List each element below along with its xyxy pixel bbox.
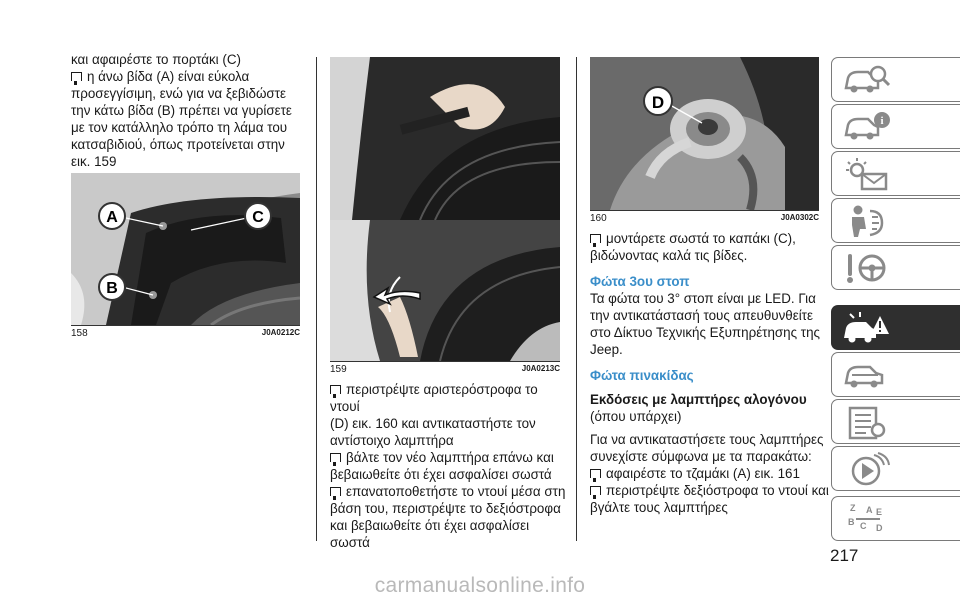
bullet-icon <box>330 385 341 394</box>
text-line: με τον κατάλληλο τρόπο τη λάμα του <box>71 120 288 135</box>
figure-160-image <box>590 57 819 210</box>
figure-number: 158 <box>71 328 88 339</box>
figure-159-image <box>330 57 560 361</box>
car-emergency-icon <box>842 310 892 346</box>
text-line: (όπου υπάρχει) <box>590 409 682 424</box>
column-3-text <box>590 230 830 516</box>
tab-servicing[interactable] <box>831 352 960 397</box>
text-line: και βεβαιωθείτε ότι έχει ασφαλίσει <box>330 518 530 533</box>
bullet-item: αφαιρέστε το τζαμάκι (A) εικ. 161 <box>590 465 830 482</box>
svg-text:D: D <box>651 93 665 112</box>
bullet-item: περιστρέψτε δεξιόστροφα το ντουί και <box>590 482 830 499</box>
figure-code: J0A0302C <box>780 213 819 222</box>
text-line: βεβαιωθείτε ότι έχει ασφαλίσει σωστά <box>330 467 552 482</box>
bullet-item: η άνω βίδα (A) είναι εύκολα <box>71 68 311 85</box>
car-info-icon <box>842 109 892 145</box>
bullet-icon <box>590 469 601 478</box>
column-1-text <box>71 51 311 170</box>
bullet-icon <box>590 486 601 495</box>
column-divider <box>576 57 577 541</box>
bullet-item: επανατοποθετήστε το ντουί μέσα στη <box>330 483 570 500</box>
text-line: συνεχίστε σύμφωνα με τα παρακάτω: <box>590 449 812 464</box>
text-line: Τα φώτα του 3° στοπ είναι με LED. Για <box>590 291 816 306</box>
tab-starting-driving[interactable] <box>831 245 960 290</box>
tab-technical-data[interactable] <box>831 399 960 444</box>
text-line: βγάλτε τους λαμπτήρες <box>590 500 728 515</box>
figure-158-image <box>71 173 300 325</box>
subsection-heading: Εκδόσεις με λαμπτήρες αλογόνου <box>590 392 807 407</box>
svg-text:C: C <box>252 209 264 226</box>
svg-text:A: A <box>866 505 873 515</box>
text-line: αντίστοιχο λαμπτήρα <box>330 433 454 448</box>
text-line: (D) εικ. 160 και αντικαταστήστε τον <box>330 416 536 431</box>
figure-160-caption <box>590 213 819 225</box>
figure-code: J0A0212C <box>261 328 300 337</box>
bullet-item: βάλτε τον νέο λαμπτήρα επάνω και <box>330 449 570 466</box>
figure-code: J0A0213C <box>521 364 560 373</box>
tab-car-search[interactable] <box>831 57 960 102</box>
svg-text:B: B <box>106 280 118 297</box>
figure-159-caption <box>330 364 560 376</box>
car-maintenance-icon <box>842 357 892 393</box>
tab-in-an-emergency[interactable] <box>831 305 960 350</box>
svg-text:B: B <box>848 517 855 527</box>
figure-number: 159 <box>330 364 347 375</box>
bullet-icon <box>330 453 341 462</box>
safety-person-icon <box>842 203 892 239</box>
steering-wheel-icon <box>842 250 892 286</box>
bullet-icon <box>330 487 341 496</box>
tab-index[interactable] <box>831 496 960 541</box>
page-number: 217 <box>830 546 859 565</box>
column-divider <box>316 57 317 541</box>
text-line: εικ. 159 <box>71 154 117 169</box>
bullet-item: περιστρέψτε αριστερόστροφα το ντουί <box>330 382 538 414</box>
watermark: carmanualsonline.info <box>374 574 586 597</box>
figure-158-caption <box>71 328 300 340</box>
alphabetical-index-icon <box>842 501 892 541</box>
column-2-text <box>330 381 570 551</box>
svg-text:i: i <box>880 115 884 127</box>
text-line: κατσαβιδιού, όπως προτείνεται στην <box>71 137 285 152</box>
callout-b <box>99 274 125 300</box>
bullet-icon <box>71 72 82 81</box>
svg-text:E: E <box>876 507 883 517</box>
text-line: Jeep. <box>590 342 623 357</box>
section-heading: Φώτα πινακίδας <box>590 368 694 383</box>
section-heading: Φώτα 3ου στοπ <box>590 274 690 289</box>
tab-multimedia[interactable] <box>831 446 960 491</box>
text-line: βιδώνοντας καλά τις βίδες. <box>590 248 748 263</box>
technical-data-icon <box>842 404 892 440</box>
warning-light-icon <box>842 156 892 192</box>
text-line: την κάτω βίδα (B) πρέπει να γυρίσετε <box>71 103 292 118</box>
tab-safety[interactable] <box>831 198 960 243</box>
multimedia-icon <box>842 451 892 487</box>
text-line: Για να αντικαταστήσετε τους λαμπτήρες <box>590 432 824 447</box>
callout-a <box>99 203 125 229</box>
text-line: βάση του, περιστρέψτε το δεξιόστροφα <box>330 501 561 516</box>
text-line: προσεγγίσιμη, ενώ για να ξεβιδώστε <box>71 86 286 101</box>
bullet-item: μοντάρετε σωστά το καπάκι (C), <box>590 230 830 247</box>
text-line: στο Δίκτυο Τεχνικής Εξυπηρέτησης της <box>590 325 820 340</box>
text-line: την αντικατάστασή τους απευθυνθείτε <box>590 308 813 323</box>
car-search-icon <box>842 62 892 98</box>
svg-text:Z: Z <box>850 503 856 513</box>
svg-text:D: D <box>876 523 883 533</box>
tab-car-info[interactable] <box>831 104 960 149</box>
svg-text:C: C <box>860 521 867 531</box>
text-line: σωστά <box>330 535 370 550</box>
tab-warning-lights[interactable] <box>831 151 960 196</box>
callout-d <box>644 87 672 115</box>
figure-number: 160 <box>590 213 607 224</box>
text-line: και αφαιρέστε το πορτάκι (C) <box>71 52 241 67</box>
svg-text:A: A <box>106 209 118 226</box>
callout-c <box>245 203 271 229</box>
bullet-icon <box>590 234 601 243</box>
